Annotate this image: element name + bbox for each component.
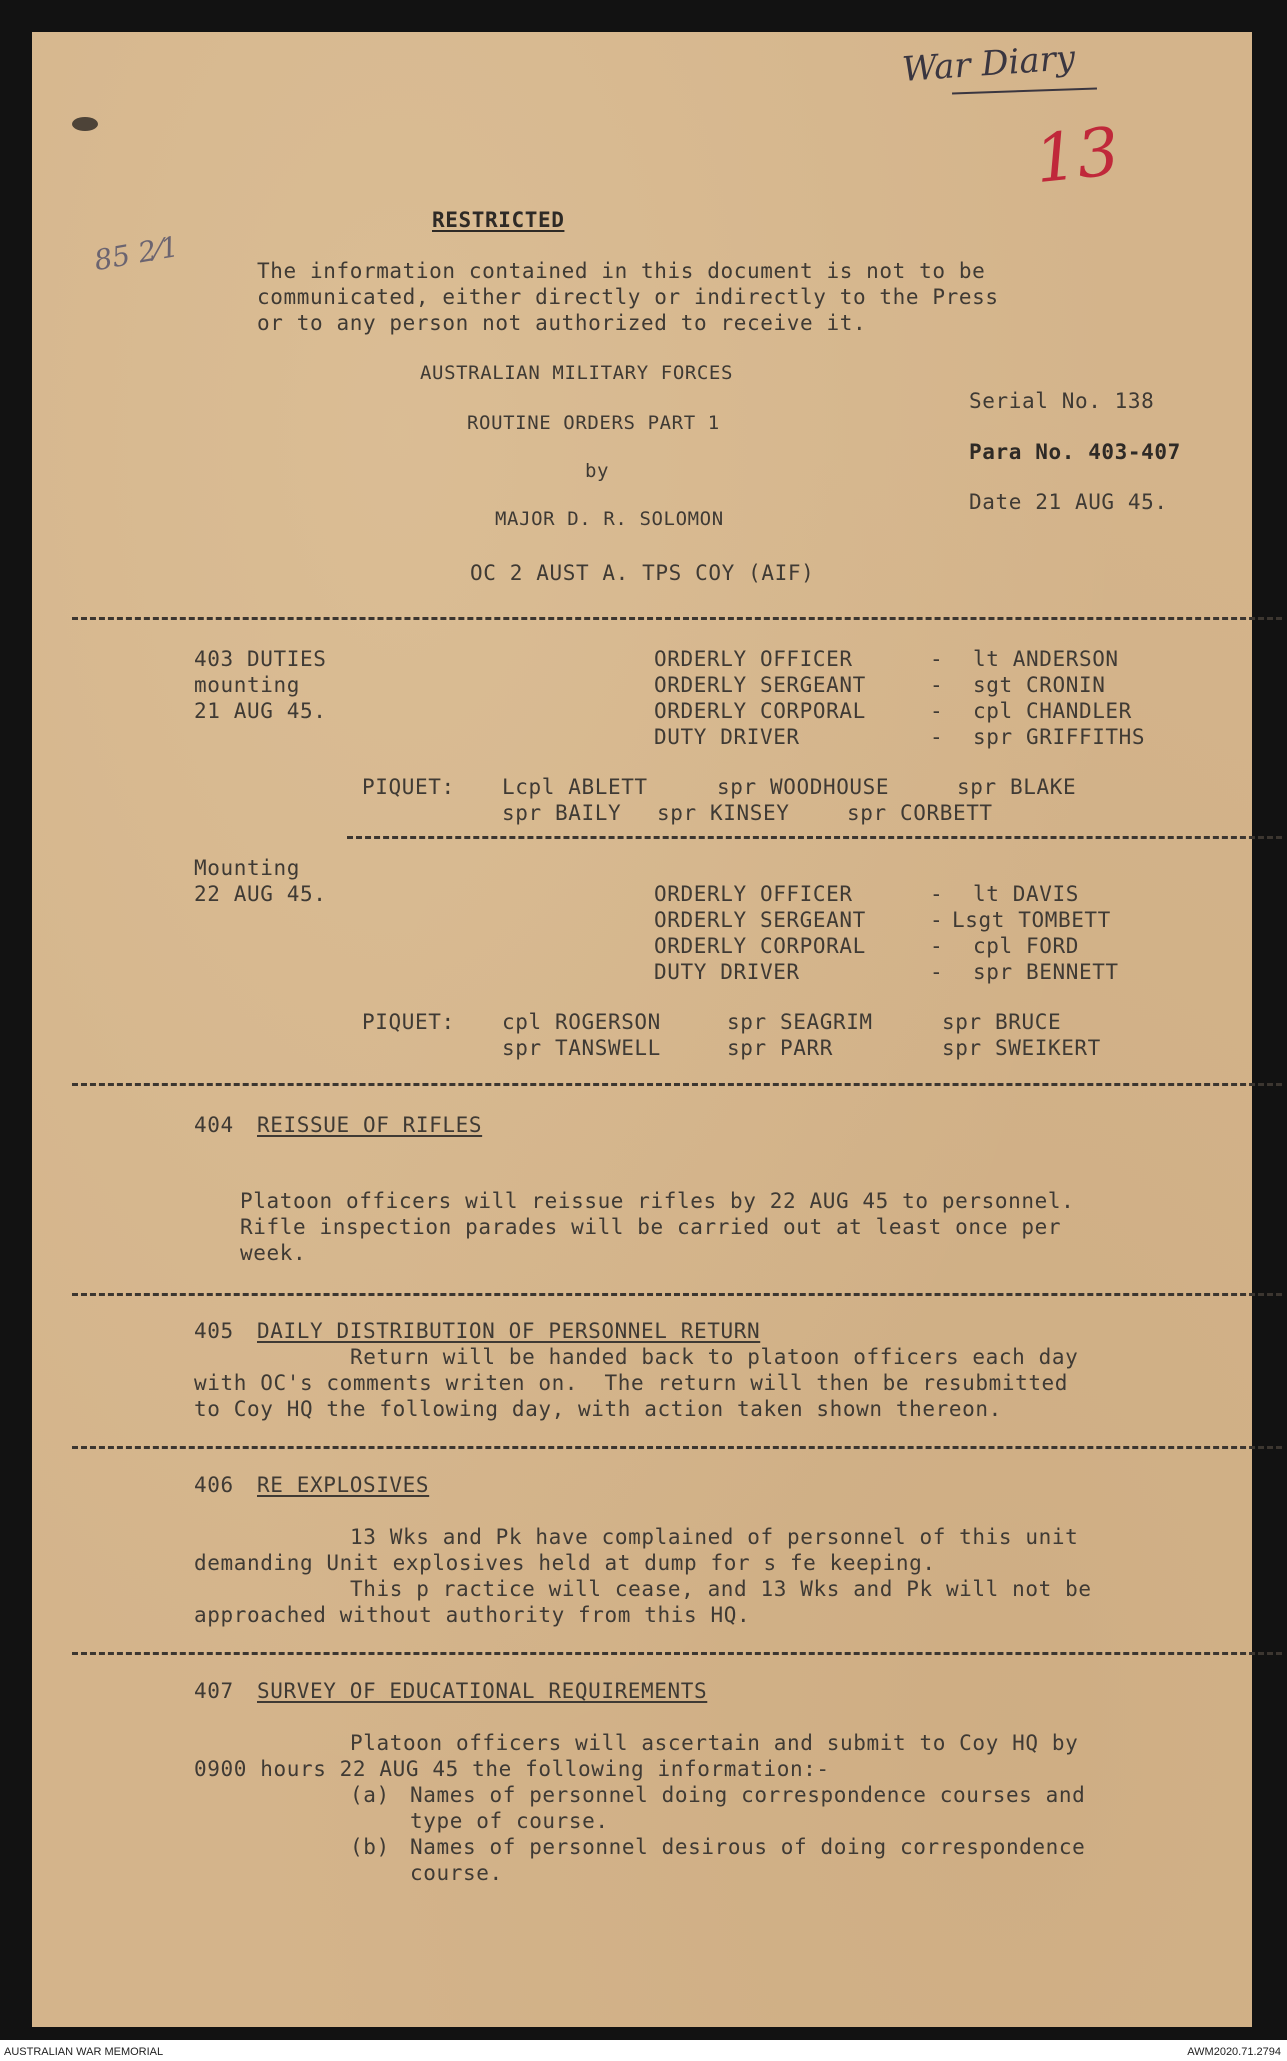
piquet-member: spr SWEIKERT <box>942 1036 1101 1060</box>
para-line: Platoon officers will reissue rifles by 22 AUG 45 to personnel. <box>240 1189 1075 1213</box>
piquet-member: spr CORBETT <box>847 801 993 825</box>
divider <box>72 1293 1282 1296</box>
para-line: Return will be handed back to platoon officers each day <box>350 1345 1079 1369</box>
notice-line-3: or to any person not authorized to receive it. <box>257 311 867 335</box>
para-title: RE EXPLOSIVES <box>257 1473 430 1497</box>
duty-name: sgt CRONIN <box>973 673 1106 697</box>
duty-name: Lsgt TOMBETT <box>952 908 1111 932</box>
piquet-member: spr BLAKE <box>957 775 1077 799</box>
para-number: 405 <box>194 1319 234 1343</box>
duty-sep: - <box>930 647 944 671</box>
duty-sep: - <box>930 908 944 932</box>
para-line: demanding Unit explosives held at dump for s fe keeping. <box>194 1551 936 1575</box>
para-line: week. <box>240 1241 307 1265</box>
notice-line-2: communicated, either directly or indirectly to the Press <box>257 285 999 309</box>
duty-sep: - <box>930 934 944 958</box>
duty-sep: - <box>930 960 944 984</box>
duty-role: ORDERLY CORPORAL <box>654 934 866 958</box>
duty-sep: - <box>930 882 944 906</box>
duty-name: lt ANDERSON <box>973 647 1119 671</box>
duties-title: 403 DUTIES <box>194 647 327 671</box>
list-item-text: type of course. <box>410 1809 609 1833</box>
list-item-text: Names of personnel doing correspondence courses and <box>410 1783 1086 1807</box>
ink-speck <box>72 117 98 131</box>
duty-role: DUTY DRIVER <box>654 725 800 749</box>
divider <box>72 1446 1282 1449</box>
para-line: approached without authority from this HQ. <box>194 1603 751 1627</box>
page-number: 13 <box>1031 112 1123 199</box>
unit-name: OC 2 AUST A. TPS COY (AIF) <box>470 561 815 585</box>
serial-number: Serial No. 138 <box>969 389 1155 413</box>
duty-name: cpl FORD <box>973 934 1079 958</box>
by-text: by <box>585 460 610 482</box>
para-title: SURVEY OF EDUCATIONAL REQUIREMENTS <box>257 1679 708 1703</box>
list-item-label: (a) <box>350 1783 390 1807</box>
piquet-label: PIQUET: <box>362 775 455 799</box>
para-number: 407 <box>194 1679 234 1703</box>
piquet-member: spr BAILY <box>502 801 622 825</box>
orders-title: ROUTINE ORDERS PART 1 <box>467 412 720 434</box>
piquet-member: spr PARR <box>727 1036 833 1060</box>
footer-credit: AUSTRALIAN WAR MEMORIAL <box>4 2046 164 2058</box>
officer-name: MAJOR D. R. SOLOMON <box>495 508 724 530</box>
order-date: Date 21 AUG 45. <box>969 490 1168 514</box>
list-item-text: course. <box>410 1861 503 1885</box>
duties-day1-label: mounting <box>194 673 300 697</box>
duty-name: cpl CHANDLER <box>973 699 1132 723</box>
divider <box>72 617 1282 620</box>
notice-line-1: The information contained in this document is not to be <box>257 259 986 283</box>
para-line: This p ractice will cease, and 13 Wks and Pk will not be <box>350 1577 1092 1601</box>
duty-role: ORDERLY SERGEANT <box>654 908 866 932</box>
duty-role: ORDERLY SERGEANT <box>654 673 866 697</box>
duties-day2-label: Mounting <box>194 856 300 880</box>
duties-day1-date: 21 AUG 45. <box>194 699 327 723</box>
para-number: 404 <box>194 1113 234 1137</box>
piquet-label: PIQUET: <box>362 1010 455 1034</box>
piquet-member: spr BRUCE <box>942 1010 1062 1034</box>
duty-sep: - <box>930 673 944 697</box>
para-line: Platoon officers will ascertain and submit to Coy HQ by <box>350 1731 1079 1755</box>
para-line: with OC's comments writen on. The return will then be resubmitted <box>194 1371 1069 1395</box>
piquet-member: spr SEAGRIM <box>727 1010 873 1034</box>
restricted-heading: RESTRICTED <box>432 208 565 232</box>
force-name: AUSTRALIAN MILITARY FORCES <box>420 362 734 384</box>
document-page <box>32 32 1252 2027</box>
piquet-member: Lcpl ABLETT <box>502 775 648 799</box>
duty-role: ORDERLY OFFICER <box>654 647 853 671</box>
list-item-label: (b) <box>350 1835 390 1859</box>
duty-sep: - <box>930 699 944 723</box>
duty-role: ORDERLY CORPORAL <box>654 699 866 723</box>
duties-day2-date: 22 AUG 45. <box>194 882 327 906</box>
para-line: 13 Wks and Pk have complained of personnel of this unit <box>350 1525 1079 1549</box>
margin-note: 85 2⁄1 <box>91 229 182 278</box>
duty-role: DUTY DRIVER <box>654 960 800 984</box>
para-title: DAILY DISTRIBUTION OF PERSONNEL RETURN <box>257 1319 761 1343</box>
duty-name: spr BENNETT <box>973 960 1119 984</box>
duty-sep: - <box>930 725 944 749</box>
piquet-member: spr KINSEY <box>657 801 790 825</box>
para-range: Para No. 403-407 <box>969 440 1181 464</box>
para-line: 0900 hours 22 AUG 45 the following information:- <box>194 1757 830 1781</box>
duty-name: spr GRIFFITHS <box>973 725 1146 749</box>
piquet-member: spr TANSWELL <box>502 1036 661 1060</box>
para-number: 406 <box>194 1473 234 1497</box>
list-item-text: Names of personnel desirous of doing correspondence <box>410 1835 1086 1859</box>
para-title: REISSUE OF RIFLES <box>257 1113 483 1137</box>
footer-accession: AWM2020.71.2794 <box>1187 2046 1281 2058</box>
handwritten-underline <box>952 87 1097 94</box>
para-line: to Coy HQ the following day, with action taken shown thereon. <box>194 1397 1002 1421</box>
piquet-member: spr WOODHOUSE <box>717 775 890 799</box>
divider <box>72 1652 1282 1655</box>
divider <box>72 1083 1282 1086</box>
handwritten-title: War Diary <box>900 38 1077 90</box>
duty-name: lt DAVIS <box>973 882 1079 906</box>
piquet-member: cpl ROGERSON <box>502 1010 661 1034</box>
para-line: Rifle inspection parades will be carried out at least once per <box>240 1215 1062 1239</box>
duty-role: ORDERLY OFFICER <box>654 882 853 906</box>
divider <box>347 836 1282 839</box>
